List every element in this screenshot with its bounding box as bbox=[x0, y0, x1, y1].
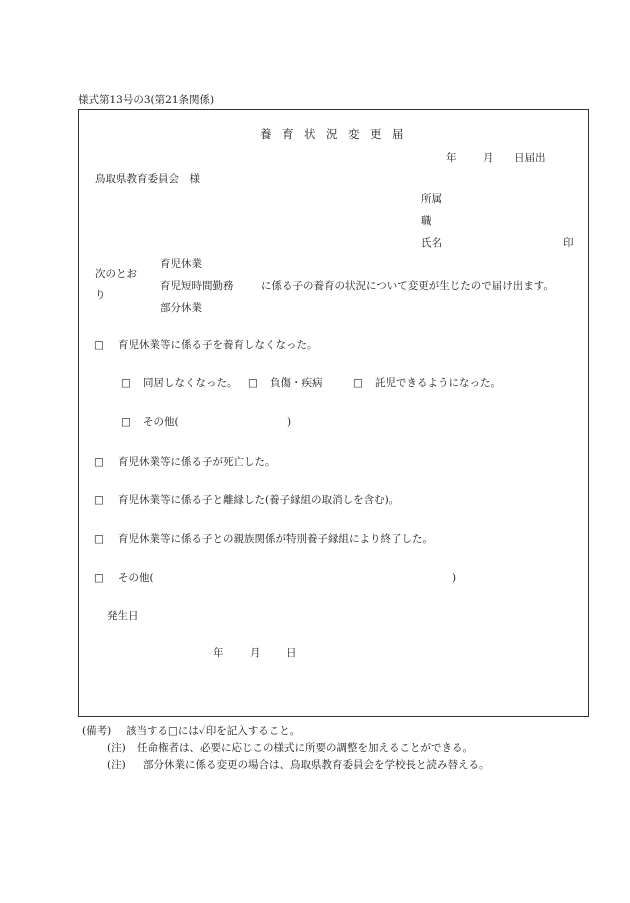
intro-suffix: に係る子の養育の状況について変更が生じたので届け出ます。 bbox=[261, 280, 554, 292]
occurrence-year: 年 bbox=[213, 647, 224, 659]
note-label: (注) bbox=[107, 759, 126, 771]
date-day: 日届出 bbox=[514, 152, 546, 164]
name-label: 氏名 bbox=[421, 237, 442, 249]
position-label: 職 bbox=[421, 215, 432, 227]
intro-prefix-line1: 次のとお bbox=[95, 268, 137, 280]
title-char: 養 bbox=[260, 127, 272, 141]
item4-checkbox[interactable]: □ bbox=[94, 533, 104, 545]
sub-other-close: ) bbox=[287, 416, 292, 428]
sub-a-checkbox[interactable]: □ bbox=[121, 377, 131, 389]
occurrence-month: 月 bbox=[250, 647, 261, 659]
title-char: 届 bbox=[392, 127, 404, 141]
item3-checkbox[interactable]: □ bbox=[94, 494, 104, 506]
notes-heading: (備考) bbox=[82, 725, 112, 737]
title-char: 状 bbox=[304, 127, 316, 141]
title-char: 変 bbox=[348, 127, 360, 141]
occurrence-day: 日 bbox=[286, 647, 297, 659]
sub-other-label: その他( bbox=[143, 416, 179, 428]
sub-other-checkbox[interactable]: □ bbox=[121, 416, 131, 428]
other-checkbox[interactable]: □ bbox=[94, 572, 104, 584]
intro-option: 育児短時間勤務 bbox=[160, 280, 234, 292]
sub-b-checkbox[interactable]: □ bbox=[248, 377, 258, 389]
item4-label: 育児休業等に係る子との親族関係が特別養子縁組により終了した。 bbox=[118, 533, 433, 545]
item3-label: 育児休業等に係る子と離縁した(養子縁組の取消しを含む)。 bbox=[118, 494, 400, 506]
other-label: その他( bbox=[118, 572, 154, 584]
item1-label: 育児休業等に係る子を養育しなくなった。 bbox=[118, 339, 318, 351]
date-month: 月 bbox=[483, 152, 494, 164]
note-label: (注) bbox=[107, 742, 126, 754]
item2-checkbox[interactable]: □ bbox=[94, 456, 104, 468]
other-close: ) bbox=[452, 572, 457, 584]
sub-a-label: 同居しなくなった。 bbox=[143, 377, 238, 389]
intro-option: 部分休業 bbox=[160, 302, 202, 314]
sub-c-checkbox[interactable]: □ bbox=[353, 377, 363, 389]
item1-checkbox[interactable]: □ bbox=[94, 339, 104, 351]
addressee: 鳥取県教育委員会 様 bbox=[95, 173, 200, 185]
title-char: 況 bbox=[326, 127, 338, 141]
sub-c-label: 託児できるようになった。 bbox=[375, 377, 501, 389]
affiliation-label: 所属 bbox=[421, 193, 442, 205]
seal-label: 印 bbox=[563, 237, 574, 249]
occurrence-label: 発生日 bbox=[107, 610, 139, 622]
title-char: 更 bbox=[370, 127, 382, 141]
notes-line2: 任命権者は、必要に応じこの様式に所要の調整を加えることができる。 bbox=[137, 742, 473, 754]
form-frame bbox=[78, 109, 589, 717]
title-char: 育 bbox=[282, 127, 294, 141]
notes-line1: 該当する□には✓印を記入すること。 bbox=[126, 725, 301, 737]
form-id: 様式第13号の3(第21条関係) bbox=[78, 94, 215, 106]
notes-line3: 部分休業に係る変更の場合は、鳥取県教育委員会を学校長と読み替える。 bbox=[143, 759, 490, 771]
intro-prefix-line2: り bbox=[95, 289, 106, 301]
item2-label: 育児休業等に係る子が死亡した。 bbox=[118, 456, 276, 468]
sub-b-label: 負傷・疾病 bbox=[270, 377, 323, 389]
date-year: 年 bbox=[446, 152, 457, 164]
intro-option: 育児休業 bbox=[160, 258, 202, 270]
